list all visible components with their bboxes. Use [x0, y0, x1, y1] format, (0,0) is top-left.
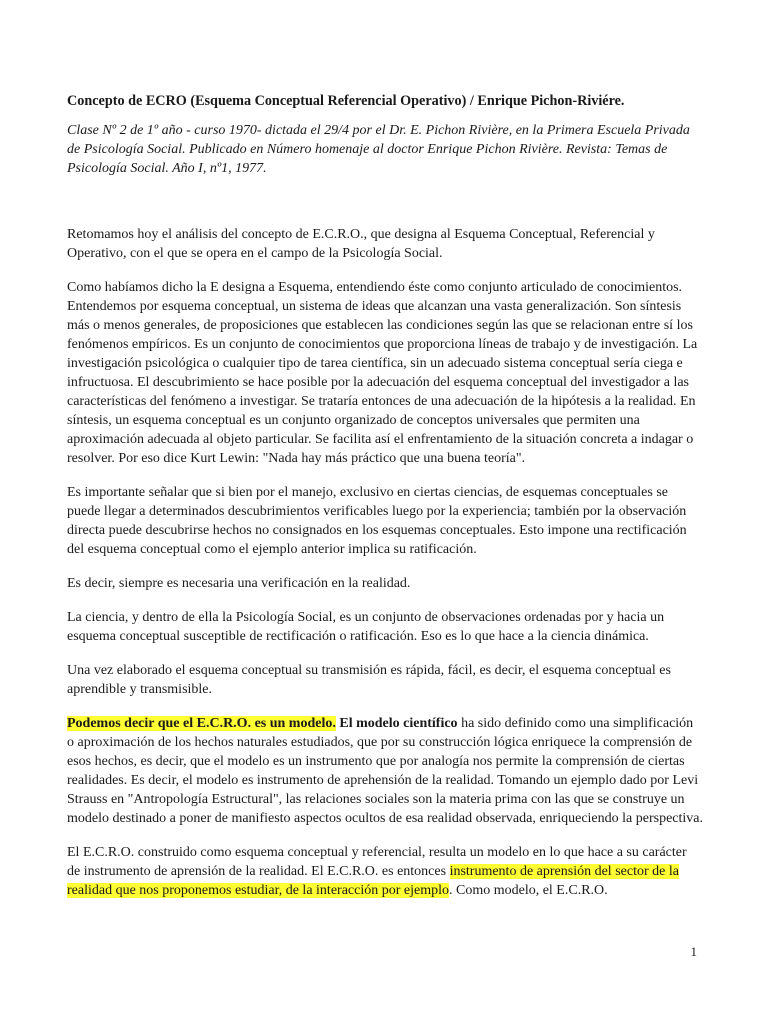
paragraph-1: Retomamos hoy el análisis del concepto de E.C.R.O., que designa al Esquema Conceptual, Referencial y Operativo, con el que se opera en el campo de la Psicología Social.	[67, 227, 655, 261]
paragraph-8	[67, 843, 703, 900]
page-number: 1	[690, 944, 697, 959]
paragraph-7-text: ha sido definido como una simplificación o aproximación de los hechos naturales estudiados, que por su construcción lógica enriquece la comprensión de esos hechos, es decir, que el modelo es un instrumento que por analogía nos permite la comprensión de ciertas realidades. Es decir, el modelo es instrumento de aprehensión de la realidad. Tomando un ejemplo dado por Levi Strauss en "Antropología Estructural", las relaciones sociales son la materia prima con las que se construye un modelo destinado a poner de manifiesto aspectos ocultos de esa realidad observada, enriqueciendo la perspectiva.	[67, 716, 703, 826]
document-page	[67, 92, 703, 915]
document-title: Concepto de ECRO (Esquema Conceptual Referencial Operativo) / Enrique Pichon-Riviére.	[67, 93, 625, 109]
paragraph-8-start: El E.C.R.O. construido como esquema conceptual y referencial, resulta un modelo en lo que hace a su carácter de instrumento de aprensión de la realidad. El E.C.R.O. es entonces	[67, 845, 687, 879]
document-subtitle: Clase Nº 2 de 1º año - curso 1970- dictada el 29/4 por el Dr. E. Pichon Rivière, en la Primera Escuela Privada de Psicología Social. Publicado en Número homenaje al doctor Enrique Pichon Rivière. Revista: Temas de Psicología Social. Año I, nº1, 1977.	[67, 123, 690, 176]
paragraph-8-end: . Como modelo, el E.C.R.O.	[448, 883, 608, 898]
paragraph-2: Como habíamos dicho la E designa a Esquema, entendiendo éste como conjunto articulado de conocimientos. Entendemos por esquema conceptual, un sistema de ideas que alcanzan una vasta generalización. Son síntesis más o menos generales, de proposiciones que establecen las condiciones según las que se relacionan entre sí los fenómenos empíricos. Es un conjunto de conocimientos que proporciona líneas de trabajo y de investigación. La investigación psicológica o cualquier tipo de tarea científica, sin un adecuado sistema conceptual sería ciega e infructuosa. El descubrimiento se hace posible por la adecuación del esquema conceptual del investigador a las características del fenómeno a investigar. Se trataría entonces de una adecuación de la hipótesis a la realidad. En síntesis, un esquema conceptual es un conjunto organizado de conceptos universales que permiten una aproximación adecuada al objeto particular. Se facilita así el enfrentamiento de la situación concreta a indagar o resolver. Por eso dice Kurt Lewin: "Nada hay más práctico que una buena teoría".	[67, 280, 698, 466]
highlighted-model-sentence: Podemos decir que el E.C.R.O. es un modelo.	[67, 716, 336, 731]
paragraph-7	[67, 714, 703, 828]
paragraph-5: La ciencia, y dentro de ella la Psicología Social, es un conjunto de observaciones ordenadas por y hacia un esquema conceptual susceptible de rectificación o ratificación. Eso es lo que hace a la ciencia dinámica.	[67, 610, 665, 644]
paragraph-4: Es decir, siempre es necesaria una verificación en la realidad.	[67, 576, 411, 591]
bold-model-term: El modelo científico	[339, 716, 458, 731]
paragraph-6: Una vez elaborado el esquema conceptual su transmisión es rápida, fácil, es decir, el esquema conceptual es aprendible y transmisible.	[67, 663, 671, 697]
paragraph-3: Es importante señalar que si bien por el manejo, exclusivo en ciertas ciencias, de esquemas conceptuales se puede llegar a determinados descubrimientos verificables luego por la experiencia; también por la observación directa puede descubrirse hechos no consignados en los esquemas conceptuales. Esto impone una rectificación del esquema conceptual como el ejemplo anterior implica su ratificación.	[67, 485, 687, 557]
highlighted-instrument-phrase: instrumento de aprensión del sector de la realidad que nos proponemos estudiar, de la interacción por ejemplo	[67, 864, 679, 898]
